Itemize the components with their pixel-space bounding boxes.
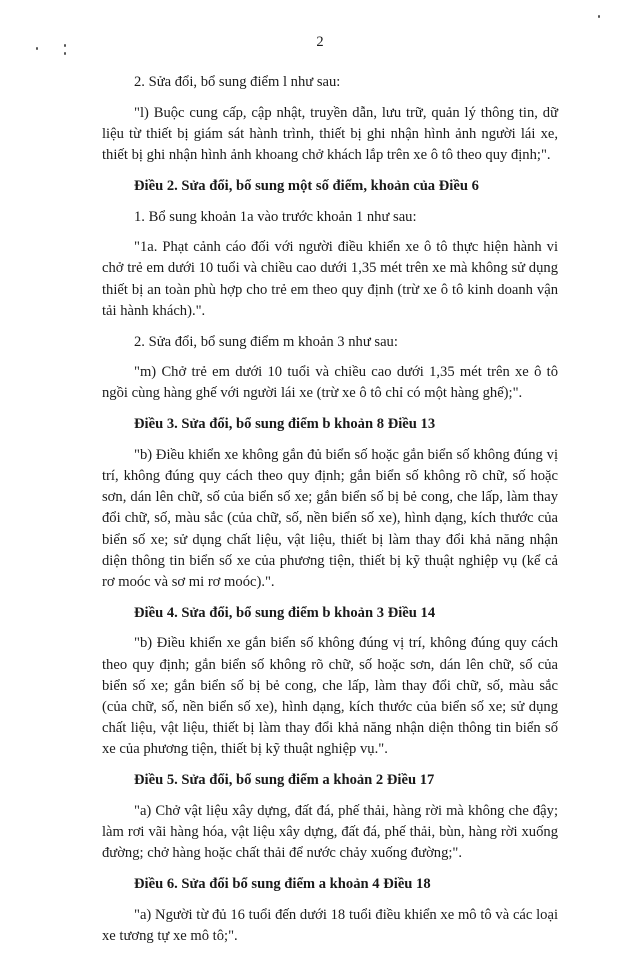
- paragraph-amend-point-l: 2. Sửa đổi, bổ sung điểm l như sau:: [134, 74, 341, 90]
- article-5-heading: Điều 5. Sửa đổi, bổ sung điểm a khoản 2 Điều 17: [134, 772, 435, 789]
- quote-article-13: "b) Điều khiển xe không gắn đủ biển số hoặc gắn biển số không đúng vị trí, không đúng quy cách theo quy định; gắn biển số không rõ chữ, số hoặc sơn, dán lên chữ, số của biển số xe; gắn biển số bị bẻ cong, che lấp, làm thay đổi chữ, số, màu sắc (của chữ, số, nền biển số xe), hình dạng, kích thước của biển số xe; sử dụng chất liệu, vật liệu, thiết bị làm thay đổi khả năng nhận diện thông tin biển số xe của phương tiện, thiết bị kỹ thuật nghiệp vụ (kể cả rơ moóc và sơ mi rơ moóc).".: [102, 446, 558, 591]
- article-2-heading: Điều 2. Sửa đổi, bổ sung một số điểm, khoản của Điều 6: [134, 177, 479, 194]
- quote-point-l: "l) Buộc cung cấp, cập nhật, truyền dẫn, lưu trữ, quản lý thông tin, dữ liệu từ thiết bị giám sát hành trình, thiết bị ghi nhận hình ảnh người lái xe, thiết bị ghi nhận hình ảnh khoang chở khách lắp trên xe ô tô theo quy định;".: [102, 104, 558, 164]
- scan-speck: [64, 52, 66, 55]
- article-3-heading: Điều 3. Sửa đổi, bổ sung điểm b khoản 8 Điều 13: [134, 416, 436, 433]
- scan-speck: [598, 15, 600, 18]
- quote-point-m: "m) Chở trẻ em dưới 10 tuổi và chiều cao dưới 1,35 mét trên xe ô tô ngồi cùng hàng ghế với người lái xe (trừ xe ô tô chỉ có một hàng ghế);".: [102, 364, 558, 402]
- page-number: 2: [316, 34, 324, 50]
- document-body: [102, 72, 558, 957]
- article-6-heading: Điều 6. Sửa đổi bổ sung điểm a khoản 4 Điều 18: [134, 876, 431, 892]
- quote-clause-1a: "1a. Phạt cảnh cáo đối với người điều khiển xe ô tô thực hiện hành vi chở trẻ em dưới 10 tuổi và chiều cao dưới 1,35 mét trên xe mà không sử dụng thiết bị an toàn phù hợp cho trẻ em theo quy định (trừ xe ô tô kinh doanh vận tải hành khách).".: [102, 239, 558, 319]
- quote-article-14: "b) Điều khiển xe gắn biển số không đúng vị trí, không đúng quy cách theo quy định; gắn biển số không rõ chữ, số hoặc sơn, dán lên chữ, số của biển số xe; gắn biển số bị bẻ cong, che lấp, làm thay đổi chữ, số, màu sắc (của chữ, số, nền biển số xe), hình dạng, kích thước của biển số xe; sử dụng chất liệu, vật liệu, thiết bị làm thay đổi khả năng nhận diện thông tin biển số xe của phương tiện, thiết bị kỹ thuật nghiệp vụ.".: [102, 635, 558, 758]
- quote-article-18: "a) Người từ đủ 16 tuổi đến dưới 18 tuổi điều khiển xe mô tô và các loại xe tương tự xe mô tô;".: [102, 906, 558, 944]
- quote-article-17: "a) Chở vật liệu xây dựng, đất đá, phế thải, hàng rời mà không che đậy; làm rơi vãi hàng hóa, vật liệu xây dựng, đất đá, phế thải, bùn, hàng rời xuống đường; chở hàng hoặc chất thải để nước chảy xuống đường;".: [102, 802, 558, 862]
- paragraph-amend-point-m: 2. Sửa đổi, bổ sung điểm m khoản 3 như sau:: [134, 333, 398, 350]
- paragraph-add-clause-1a: 1. Bổ sung khoản 1a vào trước khoản 1 như sau:: [134, 208, 417, 225]
- article-4-heading: Điều 4. Sửa đổi, bổ sung điểm b khoản 3 Điều 14: [134, 604, 436, 621]
